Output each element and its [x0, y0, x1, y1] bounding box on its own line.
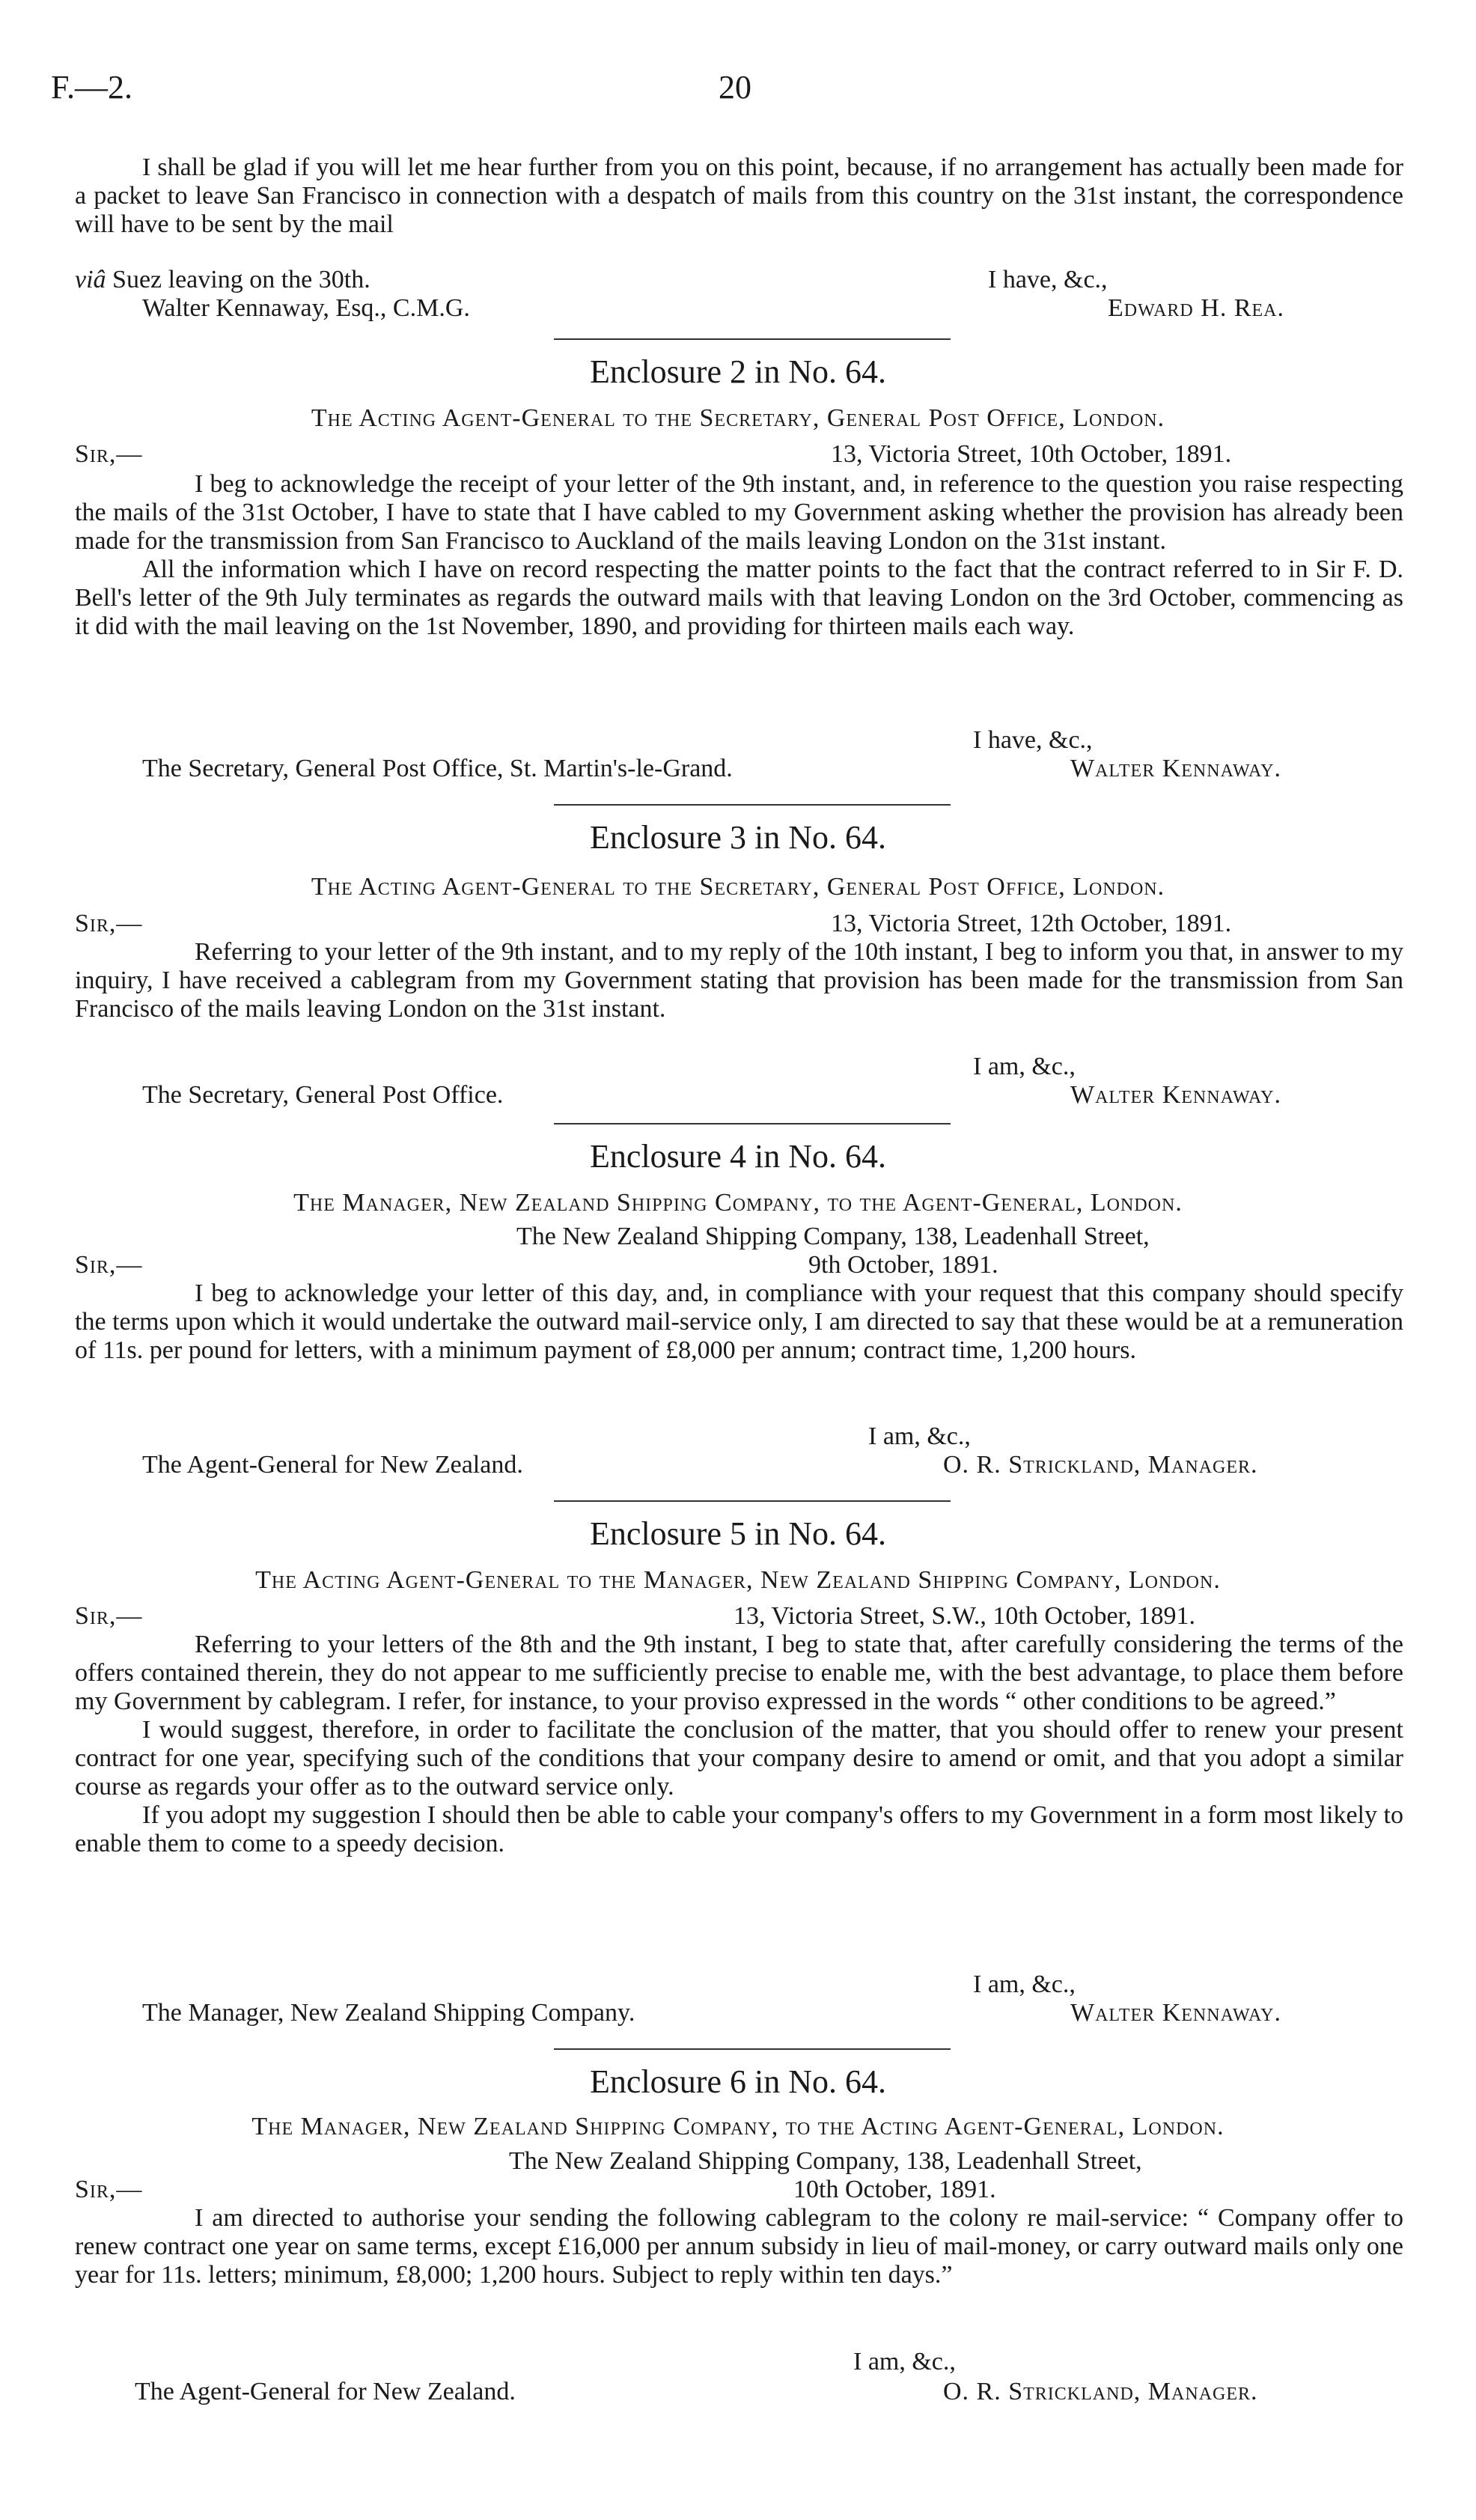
enclosure-2-closing: I have, &c., — [973, 726, 1093, 754]
enclosure-5-addressee: The Manager, New Zealand Shipping Company. — [142, 1999, 635, 2027]
intro-via: viâ — [75, 266, 106, 293]
enclosure-6-title: Enclosure 6 in No. 64. — [590, 2063, 886, 2100]
section-divider — [554, 1500, 951, 1502]
page-number: 20 — [719, 69, 751, 106]
enclosure-3-closing: I am, &c., — [973, 1053, 1076, 1080]
intro-addressee: Walter Kennaway, Esq., C.M.G. — [142, 294, 470, 322]
enclosure-4-closing: I am, &c., — [868, 1422, 971, 1450]
enclosure-4-address-line-2: 9th October, 1891. — [808, 1251, 998, 1279]
enclosure-3-subtitle: The Acting Agent-General to the Secretary, General Post Office, London. — [311, 873, 1165, 901]
enclosure-3-address: 13, Victoria Street, 12th October, 1891. — [831, 910, 1232, 937]
enclosure-2-paragraph-2: All the information which I have on record respecting the matter points to the fact that the contract referred to in Sir F. D. Bell's letter of the 9th July terminates as regards the outward mails with that leaving London on the 3rd October, commencing as it did with the mail leaving on the 1st November, 1890, and providing for thirteen mails each way. — [75, 556, 1403, 640]
enclosure-4-title: Enclosure 4 in No. 64. — [590, 1138, 886, 1175]
enclosure-2-addressee: The Secretary, General Post Office, St. Martin's-le-Grand. — [142, 755, 733, 782]
section-divider — [554, 338, 951, 340]
enclosure-6-subtitle: The Manager, New Zealand Shipping Company, to the Acting Agent-General, London. — [251, 2113, 1225, 2140]
enclosure-5-title: Enclosure 5 in No. 64. — [590, 1515, 886, 1552]
document-reference: F.—2. — [51, 69, 132, 106]
intro-body: I shall be glad if you will let me hear further from you on this point, because, if no arrangement has actually been made for a packet to leave San Francisco in connection with a despatch of mails from this country on the 31st instant, the correspondence will have to be sent by the mail — [75, 153, 1403, 238]
enclosure-4-body — [75, 1279, 1403, 1365]
enclosure-2-body — [75, 470, 1403, 641]
enclosure-4-addressee: The Agent-General for New Zealand. — [142, 1451, 523, 1479]
section-divider — [554, 804, 951, 806]
enclosure-6-address-line-1: The New Zealand Shipping Company, 138, Leadenhall Street, — [509, 2147, 1142, 2175]
enclosure-4-signature: O. R. Strickland, Manager. — [943, 1451, 1258, 1479]
section-divider — [554, 1123, 951, 1124]
intro-closing: I have, &c., — [988, 266, 1108, 293]
enclosure-5-subtitle: The Acting Agent-General to the Manager, New Zealand Shipping Company, London. — [255, 1566, 1221, 1594]
enclosure-2-paragraph-1: I beg to acknowledge the receipt of your letter of the 9th instant, and, in reference to the question you raise respecting the mails of the 31st October, I have to state that I have cabled to my Government asking whether the provision has already been made for the transmission from San Francisco to Auckland of the mails leaving London on the 31st instant. — [75, 470, 1403, 555]
enclosure-5-body — [75, 1631, 1403, 1858]
section-divider — [554, 2048, 951, 2050]
enclosure-5-signature: Walter Kennaway. — [1070, 1999, 1281, 2027]
enclosure-4-paragraph-1: I beg to acknowledge your letter of this day, and, in compliance with your request that this company should specify the terms upon which it would undertake the outward mail-service only, I am directed to say that these would be at a remuneration of 11s. per pound for letters, with a minimum payment of £8,000 per annum; contract time, 1,200 hours. — [75, 1279, 1403, 1364]
intro-letter — [75, 153, 1403, 239]
enclosure-2-subtitle: The Acting Agent-General to the Secretary, General Post Office, London. — [311, 404, 1165, 432]
enclosure-6-closing: I am, &c., — [853, 2348, 956, 2376]
enclosure-3-paragraph-1: Referring to your letter of the 9th instant, and to my reply of the 10th instant, I beg to inform you that, in answer to my inquiry, I have received a cablegram from my Government stating that provision has been made for the transmission from San Francisco of the mails leaving London on the 31st instant. — [75, 938, 1403, 1023]
enclosure-5-salutation: Sir,— — [75, 1602, 143, 1630]
enclosure-2-title: Enclosure 2 in No. 64. — [590, 353, 886, 390]
enclosure-4-subtitle: The Manager, New Zealand Shipping Company, to the Agent-General, London. — [293, 1189, 1183, 1217]
enclosure-5-paragraph-2: I would suggest, therefore, in order to facilitate the conclusion of the matter, that you should offer to renew your present contract for one year, specifying such of the conditions that your company desire to amend or omit, and that you adopt a similar course as regards your offer as to the outward service only. — [75, 1716, 1403, 1801]
enclosure-6-salutation: Sir,— — [75, 2176, 143, 2203]
intro-signature: Edward H. Rea. — [1108, 294, 1284, 322]
enclosure-3-salutation: Sir,— — [75, 910, 143, 937]
enclosure-5-closing: I am, &c., — [973, 1970, 1076, 1998]
enclosure-2-signature: Walter Kennaway. — [1070, 755, 1281, 782]
enclosure-5-paragraph-3: If you adopt my suggestion I should then be able to cable your company's offers to my Government in a form most likely to enable them to come to a speedy decision. — [75, 1801, 1403, 1857]
enclosure-2-salutation: Sir,— — [75, 440, 143, 468]
enclosure-4-salutation: Sir,— — [75, 1251, 143, 1279]
enclosure-2-address: 13, Victoria Street, 10th October, 1891. — [831, 440, 1232, 468]
enclosure-6-body — [75, 2204, 1403, 2289]
enclosure-6-address-line-2: 10th October, 1891. — [793, 2176, 996, 2203]
enclosure-6-paragraph-1: I am directed to authorise your sending the following cablegram to the colony re mail-service: “ Company offer to renew contract one year on same terms, except £16,000 per annum subsidy in lieu of mail-money, or carry outward mails only one year for 11s. letters; minimum, £8,000; 1,200 hours. Subject to reply within ten days.” — [75, 2204, 1403, 2289]
enclosure-4-address-line-1: The New Zealand Shipping Company, 138, Leadenhall Street, — [516, 1223, 1150, 1250]
enclosure-3-body — [75, 938, 1403, 1023]
enclosure-3-title: Enclosure 3 in No. 64. — [590, 819, 886, 856]
enclosure-3-addressee: The Secretary, General Post Office. — [142, 1081, 504, 1109]
enclosure-5-paragraph-1: Referring to your letters of the 8th and the 9th instant, I beg to state that, after carefully considering the terms of the offers contained therein, they do not appear to me sufficiently precise to enable me, with the best advantage, to place them before my Government by cablegram. I refer, for instance, to your proviso expressed in the words “ other conditions to be agreed.” — [75, 1631, 1403, 1715]
enclosure-6-signature: O. R. Strickland, Manager. — [943, 2378, 1258, 2405]
enclosure-3-signature: Walter Kennaway. — [1070, 1081, 1281, 1109]
intro-last-line: viâ Suez leaving on the 30th. — [75, 266, 370, 293]
enclosure-6-addressee: The Agent-General for New Zealand. — [135, 2378, 516, 2405]
enclosure-5-address: 13, Victoria Street, S.W., 10th October, 1891. — [734, 1602, 1196, 1630]
